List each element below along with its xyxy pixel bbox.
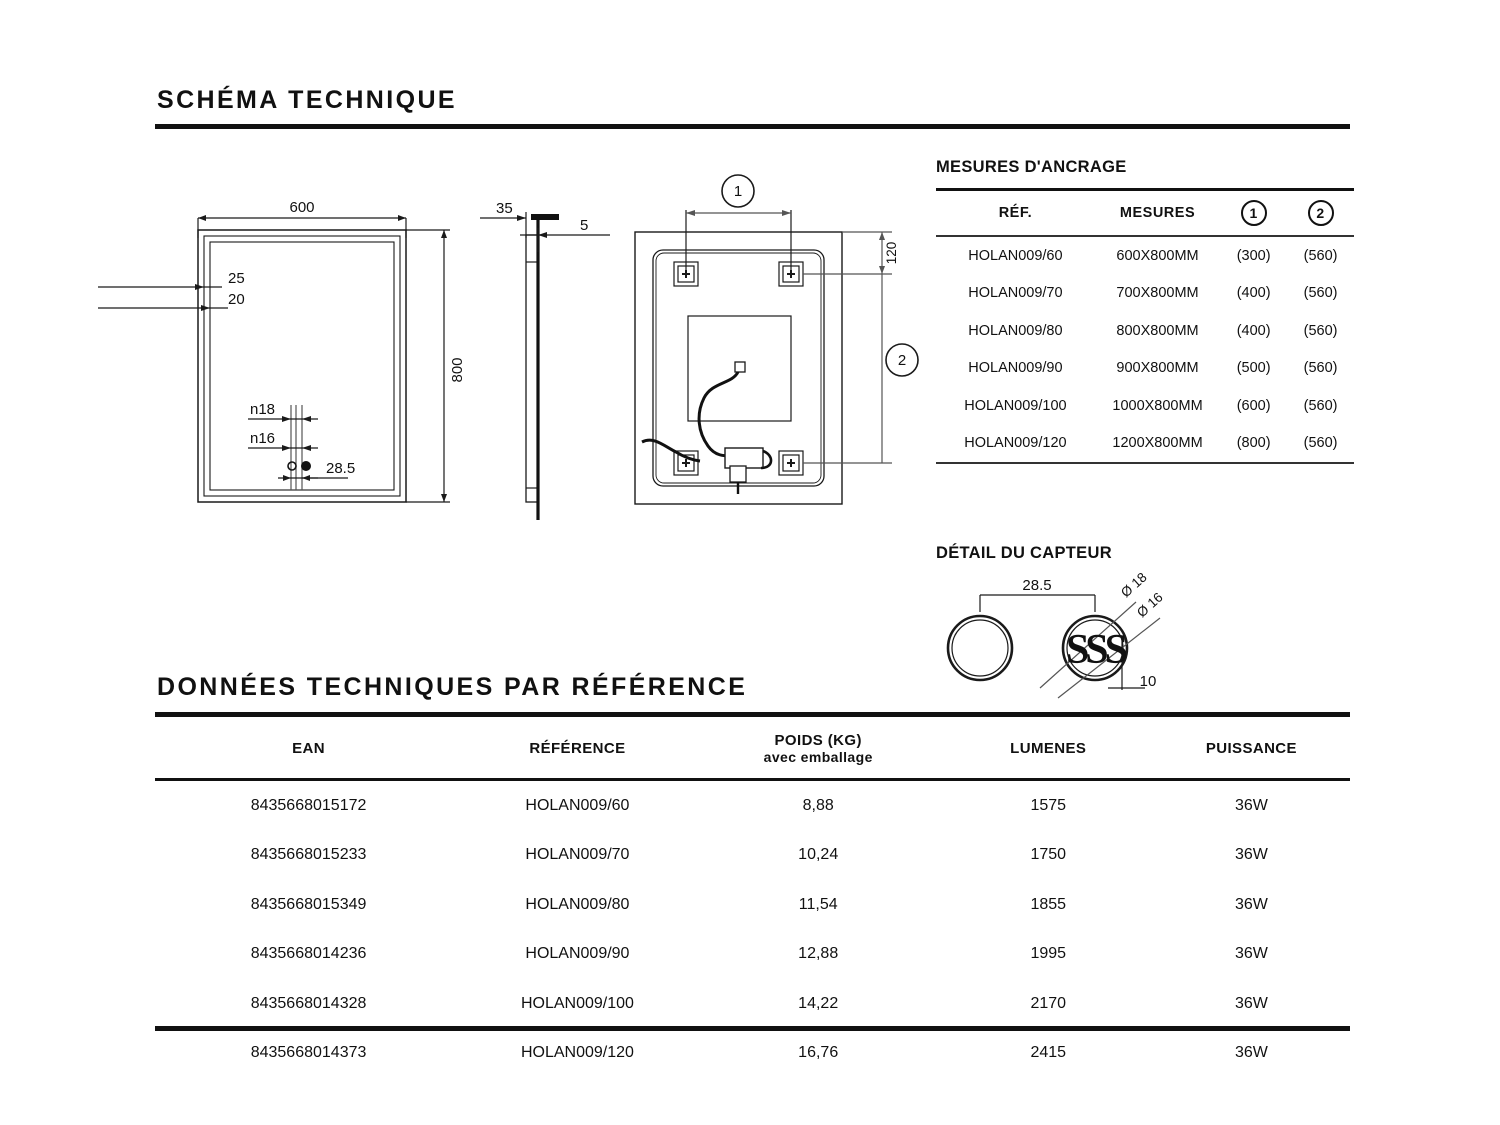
hole-outer-label: n18 <box>250 401 276 418</box>
sensor-depth-label: 10 <box>1139 673 1157 690</box>
data-cell-puissance: 36W <box>1234 994 1268 1012</box>
data-cell-reference: HOLAN009/60 <box>525 796 630 814</box>
rear-top-offset-label: 120 <box>884 241 899 265</box>
data-cell-ean: 8435668015233 <box>250 846 367 864</box>
data-cell-lumenes: 2415 <box>1030 1044 1067 1062</box>
data-cell-lumenes: 1575 <box>1030 796 1067 814</box>
anchor-cell-n1: (500) <box>1236 360 1271 377</box>
data-cell-puissance: 36W <box>1234 895 1268 913</box>
page-title-donnees: DONNÉES TECHNIQUES PAR RÉFÉRENCE <box>157 673 748 701</box>
data-header-puissance: PUISSANCE <box>1205 739 1297 757</box>
anchor-cell-mesures: 1200X800MM <box>1112 435 1203 452</box>
anchor-cell-mesures: 600X800MM <box>1116 247 1199 264</box>
front-spacing-label: 28.5 <box>326 460 356 477</box>
front-view-drawing <box>150 190 470 520</box>
sensor-wave-glyph: SSS <box>1065 627 1125 673</box>
anchor-table-header-row <box>936 191 1354 235</box>
anchor-cell-ref: HOLAN009/80 <box>968 322 1063 339</box>
anchor-cell-ref: HOLAN009/70 <box>968 285 1063 302</box>
anchor-table-row <box>936 387 1354 425</box>
anchor-table-bottom-rule <box>936 462 1354 464</box>
table-row <box>155 880 1350 930</box>
anchor-cell-n1: (300) <box>1236 247 1271 264</box>
anchor-cell-ref: HOLAN009/60 <box>968 247 1063 264</box>
data-header-poids-main: POIDS (KG) <box>774 731 862 749</box>
data-cell-reference: HOLAN009/70 <box>525 846 630 864</box>
table-row <box>155 930 1350 980</box>
data-cell-poids: 11,54 <box>798 895 838 913</box>
sensor-spacing-label: 28.5 <box>1022 577 1052 594</box>
sensor-detail-title: DÉTAIL DU CAPTEUR <box>936 544 1112 562</box>
rear-callout-1-label: 1 <box>733 183 743 200</box>
page-title-schema: SCHÉMA TECHNIQUE <box>157 86 457 114</box>
data-cell-poids: 12,88 <box>798 945 839 963</box>
anchor-cell-mesures: 1000X800MM <box>1112 397 1203 414</box>
data-cell-reference: HOLAN009/120 <box>520 1044 634 1062</box>
sensor-diameter-inner-label: Ø 16 <box>1133 589 1166 621</box>
sensor-diameter-outer-label: Ø 18 <box>1117 569 1150 601</box>
data-cell-ean: 8435668014328 <box>250 994 367 1012</box>
anchor-table-row <box>936 425 1354 463</box>
anchor-table-title: MESURES D'ANCRAGE <box>936 158 1127 176</box>
title-rule-donnees <box>155 712 1350 717</box>
anchor-cell-n2: (560) <box>1303 322 1338 339</box>
data-cell-lumenes: 1750 <box>1030 846 1067 864</box>
data-cell-reference: HOLAN009/100 <box>520 994 634 1012</box>
title-rule-schema <box>155 124 1350 129</box>
data-cell-reference: HOLAN009/80 <box>525 895 630 913</box>
anchor-cell-n1: (400) <box>1236 322 1271 339</box>
table-row <box>155 831 1350 881</box>
side-view-drawing <box>480 190 640 520</box>
anchor-table-row <box>936 312 1354 350</box>
side-depth-label: 35 <box>496 200 513 217</box>
anchor-cell-n2: (560) <box>1303 360 1338 377</box>
data-header-lumenes: LUMENES <box>1010 739 1087 757</box>
data-cell-poids: 16,76 <box>798 1044 839 1062</box>
data-cell-reference: HOLAN009/90 <box>525 945 630 963</box>
data-cell-puissance: 36W <box>1234 846 1268 864</box>
table-row <box>155 979 1350 1029</box>
data-cell-ean: 8435668015172 <box>250 796 367 814</box>
rear-callout-2-label: 2 <box>897 352 907 369</box>
anchor-cell-n1: (400) <box>1236 285 1271 302</box>
anchor-table-row <box>936 350 1354 388</box>
front-border-outer-label: 25 <box>228 270 245 287</box>
data-cell-puissance: 36W <box>1234 796 1268 814</box>
data-table-bottom-rule <box>155 1026 1350 1031</box>
data-cell-poids: 14,22 <box>798 994 839 1012</box>
rear-view-drawing <box>620 170 930 520</box>
table-row <box>155 1029 1350 1079</box>
anchor-cell-mesures: 800X800MM <box>1116 322 1199 339</box>
data-cell-lumenes: 1855 <box>1030 895 1067 913</box>
data-cell-lumenes: 1995 <box>1030 945 1067 963</box>
anchor-cell-ref: HOLAN009/90 <box>968 360 1063 377</box>
anchor-cell-mesures: 900X800MM <box>1116 360 1199 377</box>
data-table-header-row <box>155 718 1350 778</box>
anchor-table-row <box>936 237 1354 275</box>
data-cell-puissance: 36W <box>1234 945 1268 963</box>
anchor-cell-ref: HOLAN009/100 <box>964 397 1067 414</box>
anchor-header-mesures: MESURES <box>1119 205 1196 221</box>
anchor-header-callout-1 <box>1220 191 1287 235</box>
anchor-cell-n1: (600) <box>1236 397 1271 414</box>
anchor-cell-n2: (560) <box>1303 435 1338 452</box>
anchor-cell-n1: (800) <box>1236 435 1271 452</box>
data-cell-ean: 8435668014373 <box>250 1044 367 1062</box>
anchor-cell-mesures: 700X800MM <box>1116 285 1199 302</box>
front-height-label: 800 <box>449 357 466 383</box>
technical-data-table <box>155 718 1350 1078</box>
sensor-detail-drawing <box>930 570 1220 700</box>
hole-inner-label: n16 <box>250 430 276 447</box>
front-border-inner-label: 20 <box>228 291 245 308</box>
anchor-cell-ref: HOLAN009/120 <box>964 435 1067 452</box>
circle-1-icon: 1 <box>1241 200 1267 226</box>
data-header-ean: EAN <box>292 739 325 757</box>
data-cell-lumenes: 2170 <box>1030 994 1067 1012</box>
anchor-measures-table <box>936 188 1354 464</box>
table-row <box>155 781 1350 831</box>
anchor-header-ref: RÉF. <box>998 205 1033 221</box>
data-cell-poids: 10,24 <box>798 846 839 864</box>
anchor-cell-n2: (560) <box>1303 247 1338 264</box>
data-cell-poids: 8,88 <box>802 796 834 814</box>
data-cell-ean: 8435668015349 <box>250 895 367 913</box>
anchor-cell-n2: (560) <box>1303 397 1338 414</box>
data-header-reference: RÉFÉRENCE <box>529 739 626 757</box>
front-width-label: 600 <box>289 199 315 216</box>
data-cell-puissance: 36W <box>1234 1044 1268 1062</box>
anchor-header-callout-2 <box>1287 191 1354 235</box>
side-glass-label: 5 <box>580 217 589 234</box>
anchor-cell-n2: (560) <box>1303 285 1338 302</box>
data-header-poids <box>693 718 944 778</box>
circle-2-icon: 2 <box>1308 200 1334 226</box>
data-cell-ean: 8435668014236 <box>250 945 367 963</box>
anchor-table-row <box>936 275 1354 313</box>
data-header-poids-sub: avec emballage <box>763 748 873 765</box>
